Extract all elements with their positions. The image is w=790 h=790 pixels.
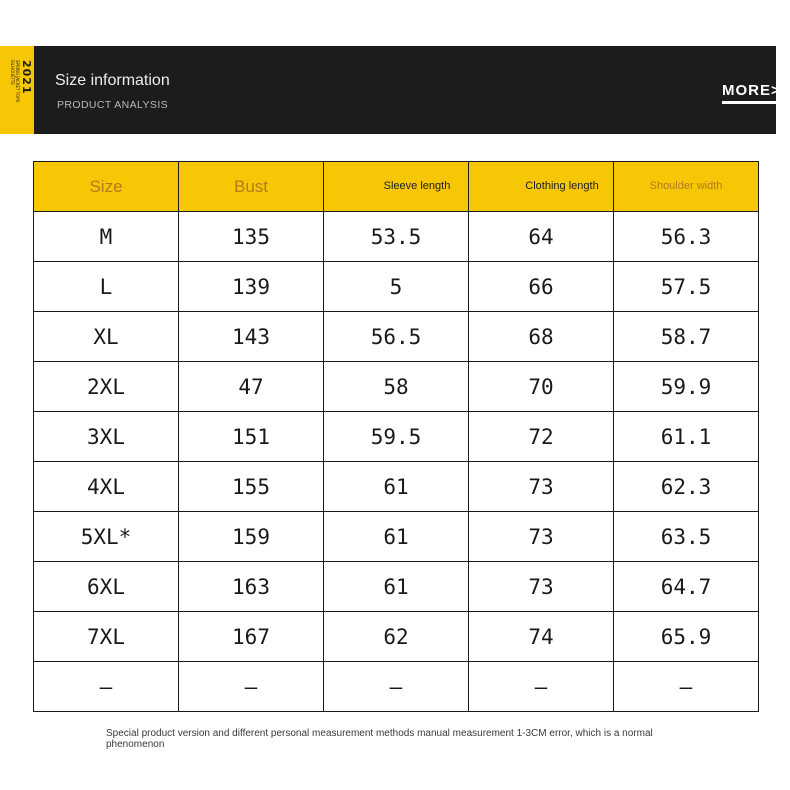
header-clothing-length: Clothing length	[469, 162, 614, 212]
table-cell: —	[179, 662, 324, 712]
table-cell: 59.9	[614, 362, 759, 412]
table-cell: 5	[324, 262, 469, 312]
table-body	[34, 212, 759, 712]
table-cell: 73	[469, 562, 614, 612]
header-bust: Bust	[179, 162, 324, 212]
table-cell: 74	[469, 612, 614, 662]
table-cell: 56.5	[324, 312, 469, 362]
header-banner	[0, 46, 781, 134]
table-cell: M	[34, 212, 179, 262]
table-cell: 7XL	[34, 612, 179, 662]
table-cell: 61	[324, 562, 469, 612]
table-cell: 151	[179, 412, 324, 462]
table-cell: —	[469, 662, 614, 712]
table-cell: XL	[34, 312, 179, 362]
table-cell: —	[614, 662, 759, 712]
table-row	[34, 562, 759, 612]
table-row	[34, 262, 759, 312]
table-cell: 6XL	[34, 562, 179, 612]
table-row	[34, 362, 759, 412]
tab-caption-1: SPRING JACKET TOPS	[15, 60, 20, 103]
footnote: Special product version and different personal measurement methods manual measurement 1-3CM error, which is a normal phenomenon	[106, 728, 653, 750]
table-cell: 143	[179, 312, 324, 362]
banner-subtitle: PRODUCT ANALYSIS	[57, 99, 169, 111]
table-cell: 3XL	[34, 412, 179, 462]
table-row	[34, 412, 759, 462]
table-cell: 70	[469, 362, 614, 412]
header-sleeve-length: Sleeve length	[324, 162, 469, 212]
table-cell: 73	[469, 512, 614, 562]
table-cell: 5XL*	[34, 512, 179, 562]
table-cell: 61.1	[614, 412, 759, 462]
table-row	[34, 212, 759, 262]
table-row	[34, 662, 759, 712]
table-cell: 53.5	[324, 212, 469, 262]
table-cell: —	[34, 662, 179, 712]
table-cell: L	[34, 262, 179, 312]
year-tab-text	[5, 60, 33, 120]
table-cell: 62	[324, 612, 469, 662]
size-table	[33, 161, 759, 712]
table-cell: 58.7	[614, 312, 759, 362]
table-cell: 68	[469, 312, 614, 362]
table-header-row	[34, 162, 759, 212]
table-cell: 65.9	[614, 612, 759, 662]
table-cell: 163	[179, 562, 324, 612]
header-size: Size	[34, 162, 179, 212]
header-shoulder-width: Shoulder width	[614, 162, 759, 212]
table-cell: 57.5	[614, 262, 759, 312]
table-row	[34, 612, 759, 662]
table-cell: 61	[324, 462, 469, 512]
table-row	[34, 462, 759, 512]
table-cell: 56.3	[614, 212, 759, 262]
table-cell: 135	[179, 212, 324, 262]
tab-year: 2021	[20, 60, 33, 95]
table-cell: 155	[179, 462, 324, 512]
table-cell: 167	[179, 612, 324, 662]
table-cell: 62.3	[614, 462, 759, 512]
table-cell: 58	[324, 362, 469, 412]
table-cell: 2XL	[34, 362, 179, 412]
table-row	[34, 312, 759, 362]
table-cell: 159	[179, 512, 324, 562]
tab-caption-2: SILHOUETTE	[10, 60, 15, 85]
more-link[interactable]: MORE>	[722, 82, 781, 104]
table-cell: —	[324, 662, 469, 712]
table-row	[34, 512, 759, 562]
table-cell: 73	[469, 462, 614, 512]
banner-title: Size information	[55, 72, 170, 89]
table-cell: 61	[324, 512, 469, 562]
table-cell: 66	[469, 262, 614, 312]
year-tab	[0, 46, 34, 134]
table-cell: 63.5	[614, 512, 759, 562]
table-cell: 64.7	[614, 562, 759, 612]
table-cell: 139	[179, 262, 324, 312]
table-cell: 64	[469, 212, 614, 262]
table-cell: 72	[469, 412, 614, 462]
table-cell: 59.5	[324, 412, 469, 462]
table-cell: 4XL	[34, 462, 179, 512]
table-cell: 47	[179, 362, 324, 412]
